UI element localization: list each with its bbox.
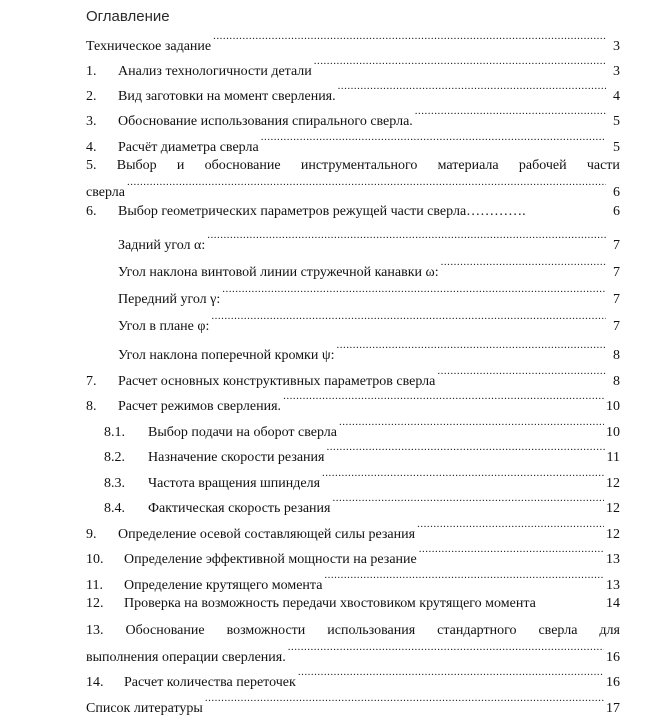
- toc-word: Выбор: [116, 158, 157, 173]
- toc-word: части: [586, 158, 620, 173]
- toc-entry-page: 17: [606, 701, 620, 716]
- toc-entry-page: 5: [613, 114, 620, 129]
- leader-dots: [207, 229, 606, 249]
- toc-word: и: [176, 158, 185, 173]
- leader-dots: [298, 666, 604, 686]
- toc-entry: [86, 390, 620, 414]
- toc-entry: [86, 692, 620, 716]
- toc-entry-text: Выбор геометрических параметров режущей части сверла………….: [118, 204, 526, 219]
- leader-dots: [222, 283, 606, 303]
- toc-entry-page: 7: [613, 292, 620, 307]
- toc-entry: [104, 467, 620, 491]
- leader-dots: [288, 641, 604, 661]
- leader-dots: [417, 518, 604, 538]
- toc-entry-page: 13: [606, 578, 620, 593]
- leader-dots: [333, 492, 605, 512]
- toc-word: обоснование: [204, 158, 281, 173]
- toc-entry-number: 13.: [86, 623, 104, 638]
- toc-entry-page: 7: [613, 265, 620, 280]
- toc-entry-page: 10: [606, 425, 620, 440]
- toc-entry-number: 12.: [86, 596, 104, 611]
- toc-entry-page: 8: [613, 348, 620, 363]
- toc-entry: [86, 666, 620, 690]
- leader-dots: [437, 365, 606, 385]
- toc-entry-text: Проверка на возможность передачи хвостовиком крутящего момента: [124, 596, 536, 611]
- toc-entry-line1: [86, 156, 620, 176]
- toc-entry: [86, 131, 620, 155]
- toc-entry-number: 1.: [86, 64, 97, 79]
- toc-entry: [86, 621, 620, 641]
- toc-entry-text: Анализ технологичности детали: [118, 64, 312, 79]
- toc-entry-page: 3: [613, 64, 620, 79]
- toc-entry-page: 6: [613, 185, 620, 200]
- toc-word: использования: [327, 623, 416, 638]
- toc-entry-text: Обоснование использования спирального сверла.: [118, 114, 413, 129]
- toc-entry: [118, 339, 620, 363]
- toc-entry-number: 8.3.: [104, 476, 125, 491]
- toc-entry: [104, 492, 620, 516]
- toc-entry-page: 3: [613, 39, 620, 54]
- toc-entry: [86, 80, 620, 104]
- toc-entry: [118, 310, 620, 334]
- toc-entry-number: 9.: [86, 527, 97, 542]
- toc-entry-page: 6: [613, 204, 620, 219]
- toc-entry: [86, 105, 620, 129]
- toc-entry-text: Назначение скорости резания: [148, 450, 325, 465]
- toc-heading: Оглавление: [86, 8, 170, 25]
- toc-entry-text: Передний угол γ:: [118, 292, 221, 307]
- toc-word: возможности: [226, 623, 306, 638]
- toc-entry-text: Расчёт диаметра сверла: [118, 140, 259, 155]
- toc-entry-text: Определение осевой составляющей силы резания: [118, 527, 416, 542]
- toc-entry-page: 12: [606, 501, 620, 516]
- toc-entry-page: 7: [613, 238, 620, 253]
- leader-dots: [441, 256, 606, 276]
- toc-entry-page: 4: [613, 89, 620, 104]
- toc-entry-text: Задний угол α:: [118, 238, 206, 253]
- toc-entry-text: Определение крутящего момента: [124, 578, 323, 593]
- toc-entry: [118, 283, 620, 307]
- toc-entry-line2: [86, 641, 620, 665]
- toc-entry: [104, 441, 620, 465]
- toc-entry-page: 10: [606, 399, 620, 414]
- toc-entry: [86, 594, 620, 614]
- toc-entry-text: Угол наклона винтовой линии стружечной канавки ω:: [118, 265, 439, 280]
- toc-entry-page: 5: [613, 140, 620, 155]
- toc-entry: [86, 30, 620, 54]
- toc-entry-line1: [86, 621, 620, 641]
- toc-entry-text: Определение эффективной мощности на резание: [124, 552, 417, 567]
- toc-entry: [118, 229, 620, 253]
- leader-dots: [419, 543, 604, 563]
- toc-entry-number: 5.: [86, 158, 97, 173]
- toc-entry-number: 6.: [86, 204, 97, 219]
- toc-entry-text: Частота вращения шпинделя: [148, 476, 321, 491]
- toc-entry-page: 14: [606, 596, 620, 611]
- toc-entry-number: 8.2.: [104, 450, 125, 465]
- toc-entry-text: Вид заготовки на момент сверления.: [118, 89, 336, 104]
- leader-dots: [211, 310, 606, 330]
- leader-dots: [205, 692, 604, 712]
- toc-entry-number: 8.4.: [104, 501, 125, 516]
- leader-dots: [213, 30, 606, 50]
- toc-entry: [86, 518, 620, 542]
- toc-entry-line2: [86, 176, 620, 200]
- toc-entry-page: 11: [606, 450, 620, 465]
- toc-word: материала: [437, 158, 499, 173]
- toc-entry-text: Угол наклона поперечной кромки ψ:: [118, 348, 335, 363]
- leader-dots: [337, 339, 606, 359]
- toc-word: сверла: [538, 623, 578, 638]
- leader-dots: [415, 105, 606, 125]
- toc-entry-text: Список литературы: [86, 701, 203, 716]
- leader-dots: [339, 416, 604, 436]
- leader-dots: [314, 55, 606, 75]
- toc-word: Обоснование: [125, 623, 205, 638]
- toc-word: инструментального: [300, 158, 418, 173]
- toc-entry-text: Выбор подачи на оборот сверла: [148, 425, 337, 440]
- toc-entry-text: Фактическая скорость резания: [148, 501, 331, 516]
- toc-entry-number: 8.1.: [104, 425, 125, 440]
- toc-entry-page: 16: [606, 675, 620, 690]
- leader-dots: [338, 80, 606, 100]
- toc-entry-text: Расчет основных конструктивных параметров сверла: [118, 374, 436, 389]
- toc-entry-number: 4.: [86, 140, 97, 155]
- toc-entry-number: 7.: [86, 374, 97, 389]
- toc-entry-text: Расчет режимов сверления.: [118, 399, 282, 414]
- toc-entry-number: 3.: [86, 114, 97, 129]
- toc-entry: [86, 202, 620, 222]
- toc-entry: [86, 569, 620, 593]
- toc-entry-text: сверла: [86, 185, 125, 200]
- toc-entry-number: 10.: [86, 552, 104, 567]
- toc-entry-page: 13: [606, 552, 620, 567]
- toc-entry-page: 8: [613, 374, 620, 389]
- toc-entry-page: 12: [606, 527, 620, 542]
- toc-entry-number: 8.: [86, 399, 97, 414]
- toc-entry: [86, 365, 620, 389]
- toc-entry-text: Расчет количества переточек: [124, 675, 296, 690]
- toc-entry-number: 14.: [86, 675, 104, 690]
- leader-dots: [127, 176, 606, 196]
- toc-entry-text: Техническое задание: [86, 39, 212, 54]
- toc-entry-page: 12: [606, 476, 620, 491]
- toc-entry: [86, 543, 620, 567]
- toc-entry-text: Угол в плане φ:: [118, 319, 210, 334]
- toc-entry-number: 2.: [86, 89, 97, 104]
- leader-dots: [324, 569, 604, 589]
- toc-entry: [86, 156, 620, 176]
- toc-word: стандартного: [437, 623, 517, 638]
- toc-entry: [104, 416, 620, 440]
- leader-dots: [326, 441, 604, 461]
- toc-entry-number: 11.: [86, 578, 103, 593]
- toc-word: для: [599, 623, 620, 638]
- toc-entry: [86, 55, 620, 79]
- toc-word: рабочей: [518, 158, 567, 173]
- leader-dots: [261, 131, 606, 151]
- toc-entry-text: выполнения операции сверления.: [86, 650, 286, 665]
- leader-dots: [283, 390, 604, 410]
- leader-dots: [322, 467, 604, 487]
- toc-entry: [118, 256, 620, 280]
- toc-entry-page: 16: [606, 650, 620, 665]
- toc-entry-page: 7: [613, 319, 620, 334]
